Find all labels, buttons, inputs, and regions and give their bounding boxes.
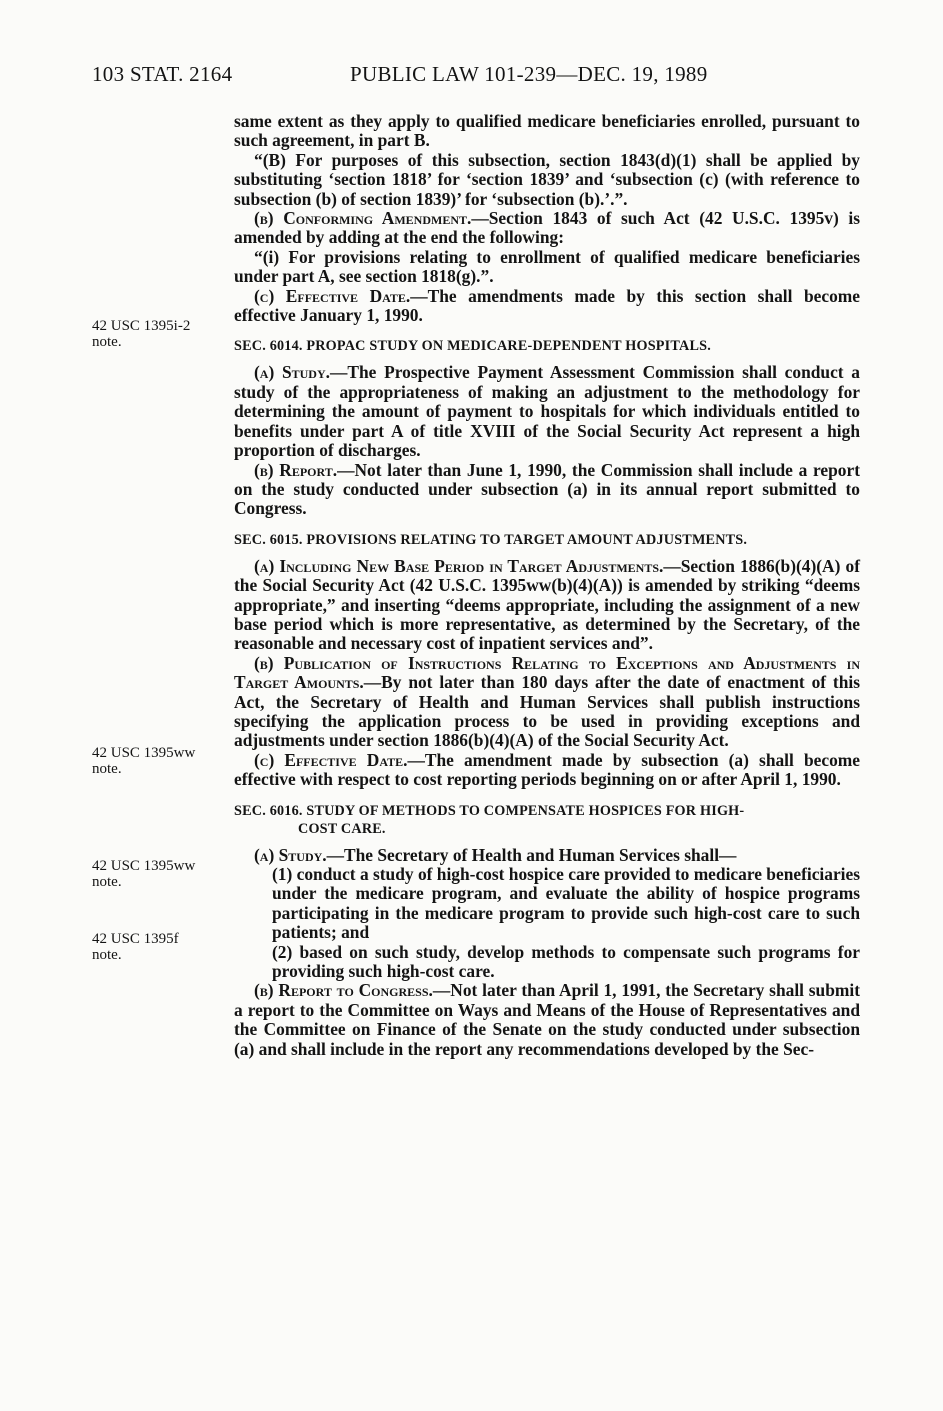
- paragraph-heading: (b) Report to Congress.: [254, 980, 433, 1001]
- public-law-header: PUBLIC LAW 101-239—DEC. 19, 1989: [350, 62, 708, 86]
- margin-note-citation: 42 USC 1395ww: [92, 745, 196, 761]
- paragraph: [234, 209, 860, 248]
- paragraph-text: —The amendment made by subsection (a) shall become effective with respect to cost reporting periods beginning on or after April 1, 1990.: [234, 749, 860, 790]
- paragraph: [234, 654, 860, 751]
- paragraph: “(i) For provisions relating to enrollment of qualified medicare beneficiaries under part A, see section 1818(g).”.: [234, 246, 860, 287]
- section-heading: SEC. 6015. PROVISIONS RELATING TO TARGET AMOUNT ADJUSTMENTS.: [234, 531, 748, 548]
- paragraph: [234, 287, 860, 326]
- paragraph: [234, 363, 860, 460]
- margin-note-label: note.: [92, 874, 122, 890]
- list-item: (1) conduct a study of high-cost hospice care provided to medicare beneficiaries under the medicare program, and evaluate the ability of hospice programs participating in the medicare program to provide such high-cost care to such patients; and: [272, 864, 860, 943]
- paragraph-heading: (b) Publication of Instructions Relating to Exceptions and Adjustments in Target Amounts.: [234, 652, 860, 693]
- margin-note-label: note.: [92, 761, 122, 777]
- paragraph-text: —Not later than June 1, 1990, the Commission shall include a report on the study conducted under subsection (a) in its annual report submitted to Congress.: [234, 459, 860, 519]
- paragraph-heading: (c) Effective Date.: [254, 285, 411, 306]
- paragraph-text: —Not later than April 1, 1991, the Secretary shall submit a report to the Committee on Ways and Means of the House of Representatives and the Committee on Finance of the Senate on the study conducted under subsection (a) and shall include in the report any recommendations developed by the Sec-: [234, 980, 861, 1059]
- paragraph-text: —The amendments made by this section shall become effective January 1, 1990.: [234, 285, 860, 326]
- section-heading-continued: COST CARE.: [298, 820, 386, 837]
- paragraph: [234, 981, 860, 1059]
- paragraph-text: —Section 1886(b)(4)(A) of the Social Security Act (42 U.S.C. 1395ww(b)(4)(A)) is amended by striking “deems appropriate,” and inserting “deems appropriate, including the assignment of a new base period which is more representative, as determined by the Secretary, of the reasonable and necessary cost of inpatient services and”.: [234, 555, 860, 654]
- paragraph-text: —Section 1843 of such Act (42 U.S.C. 1395v) is amended by adding at the end the following:: [234, 208, 860, 248]
- paragraph-text: —By not later than 180 days after the date of enactment of this Act, the Secretary of Health and Human Services shall publish instructions specifying the application process to be used in providing exceptions and adjustments under section 1886(b)(4)(A) of the Social Security Act.: [234, 672, 860, 751]
- margin-note: [92, 931, 179, 963]
- margin-note-citation: 42 USC 1395i-2: [92, 318, 191, 334]
- statute-page-number: 103 STAT. 2164: [92, 62, 233, 86]
- paragraph-heading: (a) Including New Base Period in Target Adjustments.: [254, 555, 664, 576]
- paragraph: [234, 751, 860, 790]
- body-text: [234, 112, 860, 1059]
- paragraph: same extent as they apply to qualified medicare beneficiaries enrolled, pursuant to such agreement, in part B.: [234, 111, 860, 151]
- margin-note: [92, 745, 195, 777]
- list-item: (2) based on such study, develop methods to compensate such programs for providing such high-cost care.: [272, 941, 860, 982]
- paragraph-heading: (b) Report.: [254, 459, 338, 480]
- paragraph: [234, 846, 860, 865]
- paragraph-heading: (a) Study.: [254, 844, 327, 865]
- paragraph: “(B) For purposes of this subsection, section 1843(d)(1) shall be applied by substituting ‘section 1818’ for ‘section 1839’ and ‘subsection (c) (with reference to subsection (b) of section 1839)’ for ‘subsection (b).’.”.: [234, 149, 860, 209]
- paragraph-text: —The Secretary of Health and Human Services shall—: [326, 844, 737, 865]
- margin-note: [92, 858, 195, 890]
- section-heading: SEC. 6016. STUDY OF METHODS TO COMPENSATE HOSPICES FOR HIGH-: [234, 802, 745, 819]
- margin-note-citation: 42 USC 1395ww: [92, 858, 196, 874]
- margin-note-citation: 42 USC 1395f: [92, 931, 179, 947]
- paragraph: [234, 461, 860, 519]
- paragraph-text: —The Prospective Payment Assessment Commission shall conduct a study of the appropriateness of making an adjustment to the methodology for determining the amount of payment to hospitals for which individuals entitled to benefits under part A of title XVIII of the Social Security Act represent a high proportion of discharges.: [234, 362, 861, 461]
- margin-note-label: note.: [92, 947, 122, 963]
- paragraph-heading: (c) Effective Date.: [254, 749, 408, 770]
- margin-note: [92, 318, 190, 350]
- margin-note-label: note.: [92, 334, 122, 350]
- paragraph-heading: (a) Study.: [254, 362, 330, 383]
- paragraph: [234, 557, 860, 654]
- section-heading: SEC. 6014. PROPAC STUDY ON MEDICARE-DEPENDENT HOSPITALS.: [234, 338, 711, 355]
- paragraph-heading: (b) Conforming Amendment.: [254, 208, 472, 229]
